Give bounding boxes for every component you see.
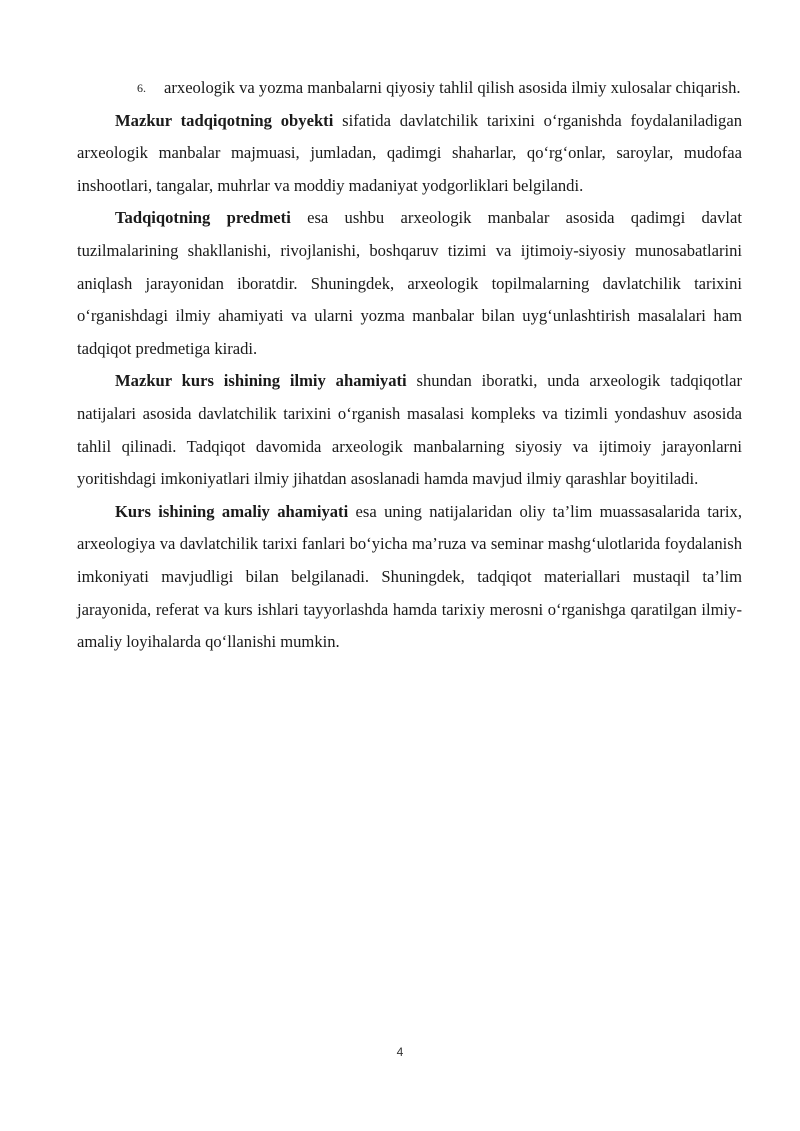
paragraph-text: esa uning natijalaridan oliy ta’lim muassasalarida tarix, arxeologiya va davlatchilik tarixi fanlari bo‘yicha ma’ruza va seminar mashg‘ulotlarida foydalanish imkoniyati mavjudligi bilan belgilanadi. Shuningdek, tadqiqot materiallari mustaqil ta’lim jarayonida, referat va kurs ishlari tayyorlashda hamda tarixiy merosni o‘rganishga qaratilgan ilmiy-amaliy loyihalarda qo‘llanishi mumkin.	[77, 501, 742, 652]
list-item	[77, 72, 742, 105]
paragraph-text: esa ushbu arxeologik manbalar asosida qadimgi davlat tuzilmalarining shakllanishi, rivojlanishi, boshqaruv tizimi va ijtimoiy-siyosiy munosabatlarini aniqlash jarayonidan iboratdir. Shuningdek, arxeologik topilmalarning davlatchilik tarixini o‘rganishdagi ilmiy ahamiyati va ularni yozma manbalar bilan uyg‘unlashtirish masalalari ham tadqiqot predmetiga kiradi.	[77, 208, 743, 358]
paragraph-research-subject	[77, 202, 742, 365]
paragraph-heading: Mazkur tadqiqotning obyekti	[115, 110, 334, 130]
paragraph-text: shundan iboratki, unda arxeologik tadqiqotlar natijalari asosida davlatchilik tarixini o‘rganish masalasi kompleks va tizimli yondashuv asosida tahlil qilinadi. Tadqiqot davomida arxeologik manbalarning siyosiy va ijtimoiy jarayonlarni yoritishdagi imkoniyatlari ilmiy jihatdan asoslanadi hamda mavjud ilmiy qarashlar boyitiladi.	[77, 371, 742, 489]
paragraph-practical-significance	[77, 496, 742, 659]
paragraph-research-object	[77, 105, 742, 203]
paragraph-text: sifatida davlatchilik tarixini o‘rganishda foydalaniladigan arxeologik manbalar majmuasi, jumladan, qadimgi shaharlar, qo‘rg‘onlar, saroylar, mudofaa inshootlari, tangalar, muhrlar va moddiy madaniyat yodgorliklari belgilandi.	[77, 110, 742, 195]
paragraph-heading: Tadqiqotning predmeti	[115, 208, 291, 228]
page-number: 4	[396, 1045, 404, 1059]
list-item-number: 6.	[137, 81, 146, 95]
list-item-text: arxeologik va yozma manbalarni qiyosiy tahlil qilish asosida ilmiy xulosalar chiqarish.	[164, 78, 741, 97]
paragraph-scientific-significance	[77, 365, 742, 495]
paragraph-heading: Kurs ishining amaliy ahamiyati	[115, 501, 349, 521]
document-page	[77, 70, 742, 659]
paragraph-heading: Mazkur kurs ishining ilmiy ahamiyati	[115, 371, 407, 391]
